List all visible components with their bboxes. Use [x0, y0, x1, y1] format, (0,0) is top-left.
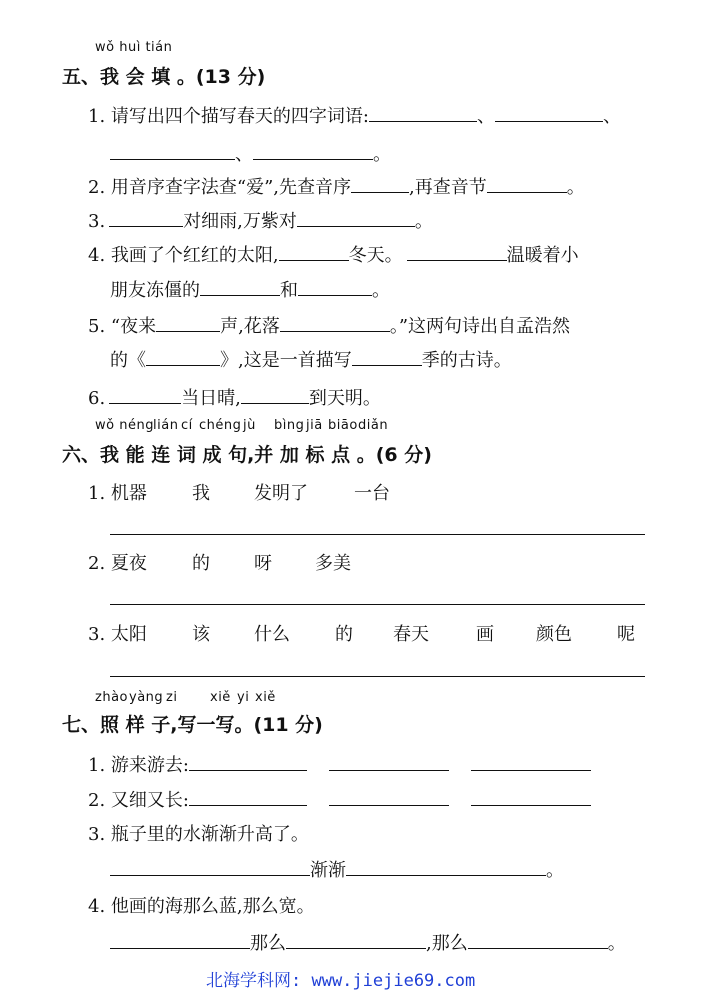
section7-pinyin-2: yàng: [129, 690, 164, 705]
s7-q3-blank-1[interactable]: [110, 857, 310, 876]
s6-q1-word-3: 发明了: [254, 483, 308, 504]
s6-q2-word-4: 多美: [315, 553, 351, 574]
s7-q4-end: 。: [607, 933, 626, 954]
s5-q1-cont: [110, 140, 391, 166]
s5-q5: [88, 312, 570, 338]
s5-q2: [88, 173, 585, 199]
s5-q5-text-f: 季的古诗。: [421, 350, 512, 371]
section7-pinyin-4: xiě: [210, 690, 231, 705]
s7-q4-blank-1[interactable]: [110, 930, 250, 949]
s7-q1-blank-2[interactable]: [329, 752, 449, 771]
s6-q3-word-6: 画: [476, 624, 494, 645]
s5-q5-blank-3[interactable]: [146, 347, 220, 366]
s6-q2-word-3: 呀: [254, 553, 272, 574]
s5-q6-text-c: 到天明。: [308, 388, 381, 409]
s6-q2-word-2: 的: [192, 553, 210, 574]
s5-q4-text-e: 和: [280, 280, 298, 301]
s7-q1-text: 1. 游来游去:: [88, 755, 189, 776]
section7-pinyin-5: yi: [237, 690, 250, 705]
section7-pinyin-1: zhào: [95, 690, 128, 705]
s5-q4-blank-2[interactable]: [407, 242, 507, 261]
s7-q1-blank-3[interactable]: [471, 752, 591, 771]
section6-pinyin-4: chéng: [199, 418, 242, 433]
s5-q3-blank-2[interactable]: [297, 208, 415, 227]
s5-q3-blank-1[interactable]: [109, 208, 183, 227]
s5-q4-text-d: 朋友冻僵的: [110, 280, 200, 301]
s7-q1: [88, 751, 591, 777]
section7-pinyin-6: xiě: [255, 690, 276, 705]
s5-q2-end: 。: [566, 177, 585, 198]
s5-q3: [88, 207, 433, 233]
s7-q4-example: [110, 929, 626, 955]
s6-q1-answer-line[interactable]: [110, 534, 645, 535]
s5-q5-blank-2[interactable]: [280, 313, 390, 332]
s5-q4-text-b: 冬天。: [348, 245, 403, 266]
section6-pinyin-6: bìng: [274, 418, 305, 433]
s5-q4: [88, 241, 579, 267]
s5-q4-end: 。: [372, 280, 390, 301]
s7-q3: 3. 瓶子里的水渐渐升高了。: [88, 824, 309, 845]
section5-pinyin: wǒ huì tián: [95, 40, 173, 55]
section5-title: 五、我 会 填 。(13 分): [62, 66, 266, 88]
s5-q5-text-c: 。”这两句诗出自孟浩然: [389, 316, 571, 337]
section6-pinyin-7: jiā: [306, 418, 323, 433]
s6-q3-answer-line[interactable]: [110, 676, 645, 677]
s5-q4-text-c: 温暖着小: [506, 245, 579, 266]
footer-watermark: 北海学科网: www.jiejie69.com: [206, 971, 476, 991]
s5-q5-text-d: 的《: [110, 350, 146, 371]
s5-q6-num: 6.: [88, 388, 106, 409]
s6-q1-word-1: 1. 机器: [88, 483, 147, 504]
s5-q6-blank-2[interactable]: [241, 385, 309, 404]
s7-q1-blank-1[interactable]: [189, 752, 307, 771]
s6-q3-word-7: 颜色: [536, 624, 572, 645]
s5-q2-blank-2[interactable]: [487, 174, 567, 193]
s5-q1-blank-1[interactable]: [369, 103, 477, 122]
s5-q5-blank-1[interactable]: [156, 313, 220, 332]
section6-pinyin-5: jù: [243, 418, 256, 433]
s5-q5-text-a: 5. “夜来: [88, 316, 157, 337]
s5-q5-text-e: 》,这是一首描写: [220, 350, 352, 371]
s6-q2-answer-line[interactable]: [110, 604, 645, 605]
s5-q1-text: 1. 请写出四个描写春天的四字词语:: [88, 106, 369, 127]
s5-q1-blank-3[interactable]: [110, 141, 235, 160]
s7-q3-end: 。: [546, 860, 564, 881]
s6-q3-word-2: 该: [192, 624, 210, 645]
section6-title: 六、我 能 连 词 成 句,并 加 标 点 。(6 分): [62, 444, 432, 466]
s7-q3-word: 渐渐: [310, 860, 346, 881]
s6-q3-word-4: 的: [335, 624, 353, 645]
s5-q5-text-b: 声,花落: [220, 316, 280, 337]
s7-q2: [88, 786, 591, 812]
s5-q6-text-b: 当日晴,: [181, 388, 241, 409]
s7-q4-word-2: ,那么: [426, 933, 468, 954]
section7-title: 七、照 样 子,写一写。(11 分): [62, 714, 323, 736]
s5-q1-end: 。: [373, 144, 391, 165]
s5-q6: [88, 384, 381, 410]
s6-q3-word-1: 3. 太阳: [88, 624, 147, 645]
s5-q1: [88, 102, 621, 128]
s7-q3-example: [110, 856, 564, 882]
s7-q2-blank-2[interactable]: [329, 787, 449, 806]
s5-q2-blank-1[interactable]: [351, 174, 409, 193]
s7-q4-blank-2[interactable]: [286, 930, 426, 949]
s7-q4-word-1: 那么: [250, 933, 286, 954]
s5-q4-text-a: 4. 我画了个红红的太阳,: [88, 245, 279, 266]
s5-q1-blank-2[interactable]: [495, 103, 603, 122]
s6-q1-word-2: 我: [192, 483, 210, 504]
s5-q1-sep: 、: [602, 106, 621, 127]
s5-q4-cont: [88, 276, 390, 302]
s6-q3-word-3: 什么: [254, 624, 290, 645]
s5-q3-text: 对细雨,万紫对: [183, 211, 297, 232]
section6-pinyin-2: lián: [153, 418, 179, 433]
section6-pinyin-9: diǎn: [358, 418, 389, 433]
s5-q3-num: 3.: [88, 211, 106, 232]
s7-q4: 4. 他画的海那么蓝,那么宽。: [88, 896, 315, 917]
s5-q4-blank-3[interactable]: [200, 277, 280, 296]
s7-q2-blank-1[interactable]: [189, 787, 307, 806]
s5-q5-cont: [88, 346, 512, 372]
s6-q3-word-5: 春天: [393, 624, 429, 645]
s5-q2-text: 2. 用音序查字法查“爱”,先查音序: [88, 177, 352, 198]
s5-q4-blank-4[interactable]: [298, 277, 372, 296]
section6-pinyin-1: wǒ néng: [95, 418, 154, 433]
s6-q2-word-1: 2. 夏夜: [88, 553, 147, 574]
s5-q1-blank-4[interactable]: [253, 141, 373, 160]
s5-q1-sep: 、: [476, 106, 495, 127]
s5-q4-blank-1[interactable]: [279, 242, 349, 261]
s7-q3-blank-2[interactable]: [346, 857, 546, 876]
s5-q1-sep: 、: [235, 144, 253, 165]
s7-q4-blank-3[interactable]: [468, 930, 608, 949]
section7-pinyin-3: zi: [166, 690, 178, 705]
s5-q6-blank-1[interactable]: [109, 385, 181, 404]
s6-q3-word-8: 呢: [617, 624, 635, 645]
s5-q3-end: 。: [414, 211, 433, 232]
s5-q2-text-b: ,再查音节: [409, 177, 487, 198]
s5-q5-blank-4[interactable]: [352, 347, 422, 366]
s7-q2-text: 2. 又细又长:: [88, 790, 189, 811]
s7-q2-blank-3[interactable]: [471, 787, 591, 806]
s6-q1-word-4: 一台: [354, 483, 390, 504]
section6-pinyin-8: biāo: [328, 418, 358, 433]
section6-pinyin-3: cí: [181, 418, 193, 433]
